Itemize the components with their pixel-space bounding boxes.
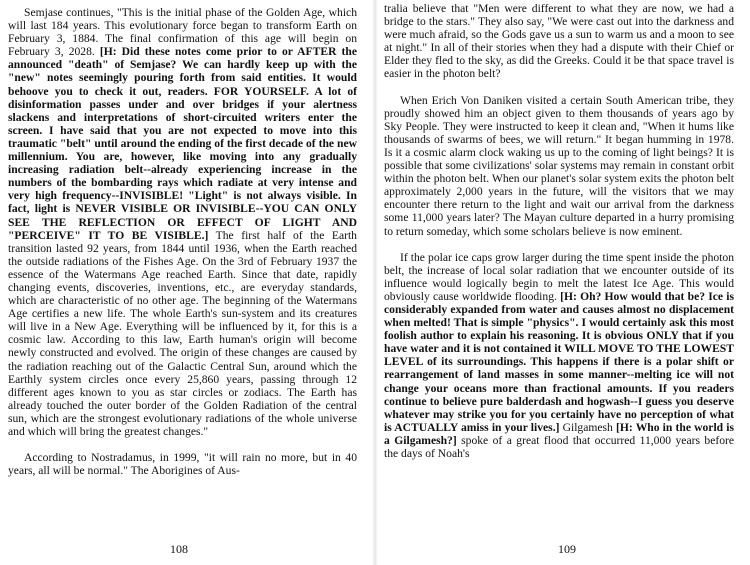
bold-text-run: [H: Who in the world is a Gilgamesh?] — [384, 420, 734, 447]
page-number: 109 — [558, 542, 576, 556]
paragraph — [8, 451, 357, 477]
bold-text-run: [H: Oh? How would that be? Ice is considerably expanded from water and causes almost no displacement when melted! That is simple "physics". I would certainly ask this most foolish author to explain his reasoning. It is obvious ONLY that if you have water and it is not contained it WILL MOVE TO THE LOWEST LEVEL of its surroundings. This happens if there is a polar shift or rearrangement of land masses in some manner--melting ice will not change your oceans more than fractional amounts. If you readers continue to believe pure balderdash and hogwash--I guess you deserve whatever may strike you for you certainly have no perception of what is ACTUALLY amiss in your lives.] — [384, 289, 734, 434]
text-run: Semjase continues, "This is the initial phase of the Golden Age, which will last 184 years. This evolutionary force began to transform Earth on February 3, 1884. The final confirmation of this age will begin on February 3, 2028. — [8, 6, 357, 59]
text-run: Gilgamesh — [559, 420, 616, 434]
paragraph — [384, 251, 734, 461]
paragraph — [8, 6, 357, 438]
text-run: When Erich Von Daniken visited a certain South American tribe, they proudly showed him an object given to them thousands of years ago by Sky People. They were instructed to keep it clean and, "When it hums like thousands of swarms of bees, we will return." It began humming in 1978. Is it a cosmic alarm clock waking us up to the coming of light beings? It is possible that some civilizations' solar systems may remain in constant orbit within the photon belt. When our planet's solar system exits the photon belt approximately 2,000 years in the future, will the visitors that we may encounter there return to the light and wait our arrival from the darkness some 11,000 years later? The Mayan culture departed in a hurry promising to return someday, which some scholars believe is now eminent. — [384, 93, 734, 238]
left-page-text — [8, 6, 357, 477]
page-number: 108 — [170, 542, 188, 556]
bold-text-run: [H: Did these notes come prior to or AFTER the announced "death" of Semjase? We can hardly keep up with the "new" notes seemingly pouring forth from said entities. It would behoove you to check it out, readers. FOR YOURSELF. A lot of disinformation passes under and over bridges if your alertness slackens and interpretations of short-circuited writers enter the screen. I have said that you are not expected to move into this traumatic "belt" until around the ending of the first decade of the new millennium. You are, however, like moving into any gradually increasing radiation belt--already experiencing increase in the numbers of the bombarding rays which radiate at very intense and very high frequency--INVISIBLE! "Light" is not always visible. In fact, light is NEVER VISIBLE OR INVISIBLE--YOU CAN ONLY SEE THE REFLECTION OR EFFECT OF LIGHT AND "PERCEIVE" IT TO BE VISIBLE.] — [8, 45, 357, 242]
text-run: spoke of a great flood that occurred 11,000 years before the days of Noah's — [384, 433, 735, 460]
paragraph — [384, 2, 734, 81]
right-page — [375, 0, 750, 565]
paragraph — [384, 94, 734, 238]
right-page-text — [384, 2, 734, 460]
text-run: tralia believe that "Men were different to what they are now, we had a bridge to the stars." They also say, "We were cast out into the darkness and were much afraid, so the Gods gave us a sun to warm us and a moon to see at night." In all of their stories when they had a dispute with their Chief or Elder they fled to the sky, as did the Greeks. Could it be that space travel is easier in the photon belt? — [384, 2, 734, 81]
text-run: If the polar ice caps grow larger during the time spent inside the photon belt, the increase of local solar radiation that we encounter outside of its influence would logically begin to melt the latest Ice Age. This would obviously cause worldwide flooding. — [384, 250, 734, 303]
text-run: The first half of the Earth transition lasted 92 years, from 1844 until 1936, when the Earth reached the outside radiations of the Fishes Age. On the 3rd of February 1937 the essence of the Watermans Age reached Earth. Since that date, rapidly changing events, discoveries, inventions, etc., are everyday standards, which are characteristic of no other age. The beginning of the Watermans Age certifies a new life. The whole Earth's sun-system and its creatures will live in a New Age. Everything will be influenced by it, for this is a cosmic law. According to this law, Earth human's origin will become newly constructed and evolved. The origin of these changes are caused by the radiation reaching out of the Galactic Central Sun, around which the Earthly system circles once every 25,860 years, passing through 12 different ages known to you as star circles or zodiacs. The Earth has already touched the outer border of the Golden Radiation of the central sun, which are the strongest evolutionary radiations of the whole universe and which will bring the greatest changes." — [8, 228, 357, 438]
text-run: According to Nostradamus, in 1999, "it will rain no more, but in 40 years, all will be normal." The Aborigines of Aus- — [8, 451, 357, 478]
